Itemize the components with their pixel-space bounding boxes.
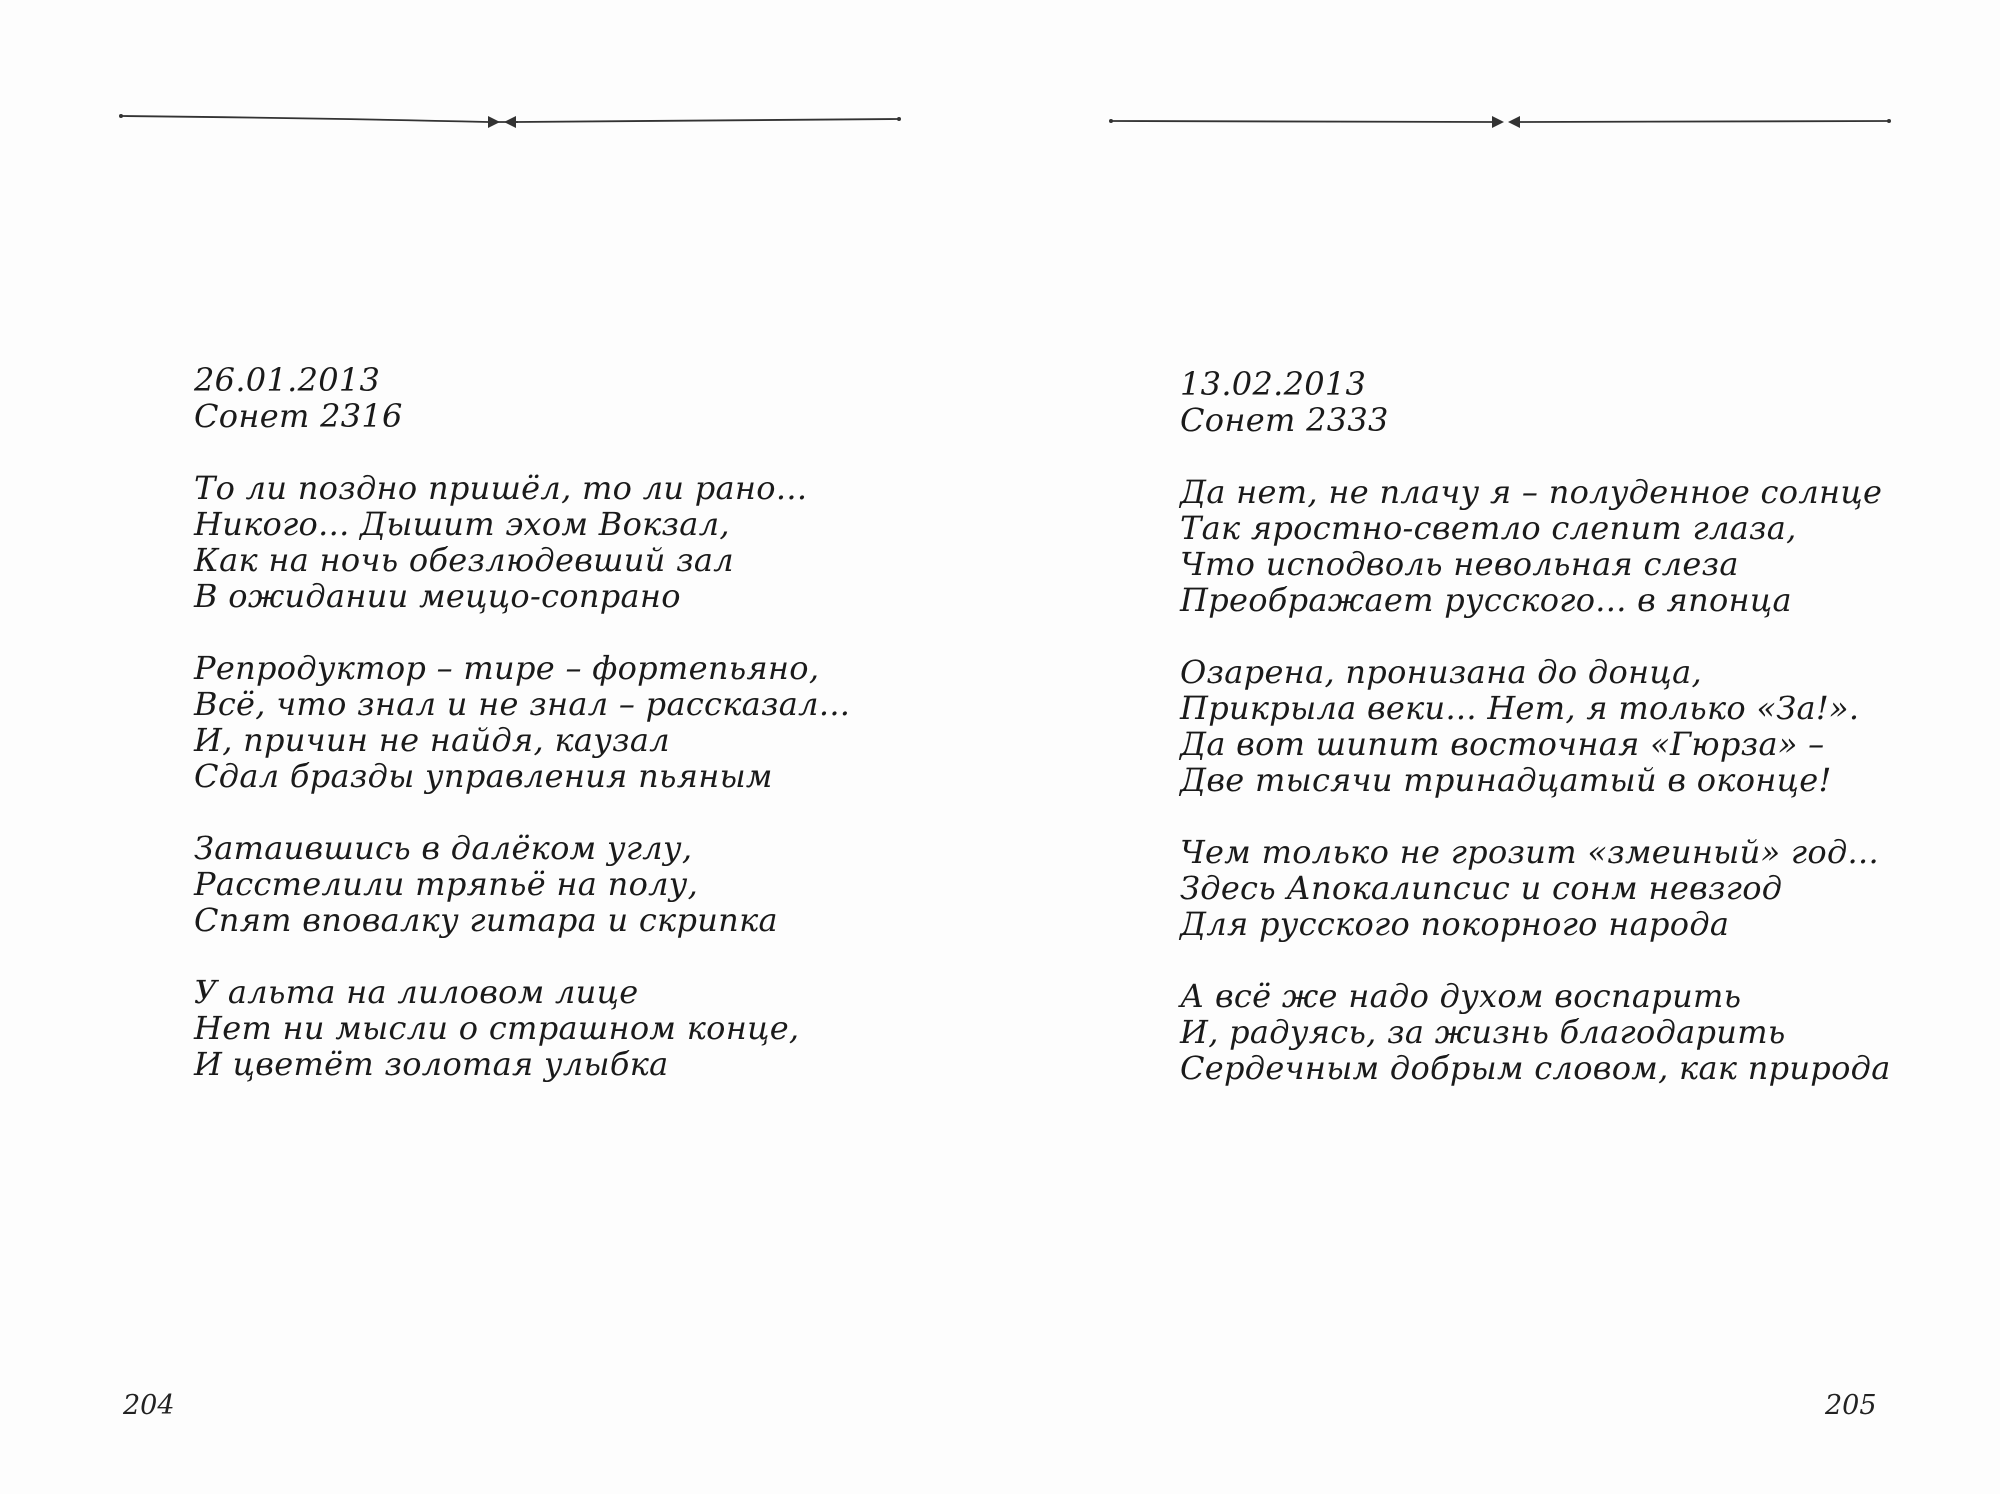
- poem-line: Как на ночь обезлюдевший зал: [194, 541, 734, 579]
- poem-line: И, причин не найдя, каузал: [194, 721, 670, 759]
- poem-line: Нет ни мысли о страшном конце,: [194, 1009, 800, 1047]
- poem-line: У альта на лиловом лице: [194, 973, 639, 1011]
- poem-line: Что исподволь невольная слеза: [1180, 545, 1739, 583]
- poem-line: И цветёт золотая улыбка: [194, 1045, 669, 1083]
- stanza: [194, 830, 850, 938]
- decorative-rule-ornament: [118, 108, 903, 136]
- poem-date: 13.02.2013: [1180, 365, 1367, 403]
- poem-line: И, радуясь, за жизнь благодарить: [1180, 1013, 1786, 1051]
- poem-line: Никого... Дышит эхом Вокзал,: [194, 505, 730, 543]
- poem-line: То ли поздно пришёл, то ли рано...: [194, 469, 808, 507]
- poem-line: Преображает русского... в японца: [1180, 581, 1792, 619]
- poem-line: Да нет, не плачу я – полуденное солнце: [1180, 473, 1883, 511]
- page-number: 204: [123, 1390, 175, 1421]
- poem-line: Для русского покорного народа: [1180, 905, 1730, 943]
- poem-line: Да вот шипит восточная «Гюрза» –: [1180, 725, 1825, 763]
- poem-sonnet-2316: [194, 362, 850, 1118]
- stanza: [1180, 654, 1891, 798]
- poem-line: Озарена, пронизана до донца,: [1180, 653, 1702, 691]
- poem-line: Чем только не грозит «змеиный» год...: [1180, 833, 1879, 871]
- poem-line: В ожидании меццо-сопрано: [194, 577, 681, 615]
- poem-line: Здесь Апокалипсис и сонм невзгод: [1180, 869, 1783, 907]
- stanza: [194, 650, 850, 794]
- poem-line: Спят вповалку гитара и скрипка: [194, 901, 778, 939]
- poem-line: Репродуктор – тире – фортепьяно,: [194, 649, 820, 687]
- poem-title: Сонет 2316: [194, 397, 403, 435]
- right-page: [1000, 0, 2000, 1494]
- stanza: [1180, 978, 1891, 1086]
- poem-line: Так яростно-светло слепит глаза,: [1180, 509, 1797, 547]
- poem-sonnet-2333: [1180, 366, 1891, 1122]
- poem-date: 26.01.2013: [194, 361, 381, 399]
- poem-line: Две тысячи тринадцатый в оконце!: [1180, 761, 1832, 799]
- poem-line: Прикрыла веки... Нет, я только «За!».: [1180, 689, 1860, 727]
- stanza: [1180, 834, 1891, 942]
- stanza: [194, 974, 850, 1082]
- poem-line: А всё же надо духом воспарить: [1180, 977, 1742, 1015]
- stanza: [1180, 474, 1891, 618]
- page-number: 205: [1825, 1390, 1877, 1421]
- decorative-rule-ornament: [1108, 108, 1893, 136]
- poem-title: Сонет 2333: [1180, 401, 1389, 439]
- poem-line: Сдал бразды управления пьяным: [194, 757, 773, 795]
- poem-line: Затаившись в далёком углу,: [194, 829, 693, 867]
- poem-line: Сердечным добрым словом, как природа: [1180, 1049, 1891, 1087]
- stanza: [194, 470, 850, 614]
- poem-line: Всё, что знал и не знал – рассказал...: [194, 685, 851, 723]
- poem-line: Расстелили тряпьё на полу,: [194, 865, 699, 903]
